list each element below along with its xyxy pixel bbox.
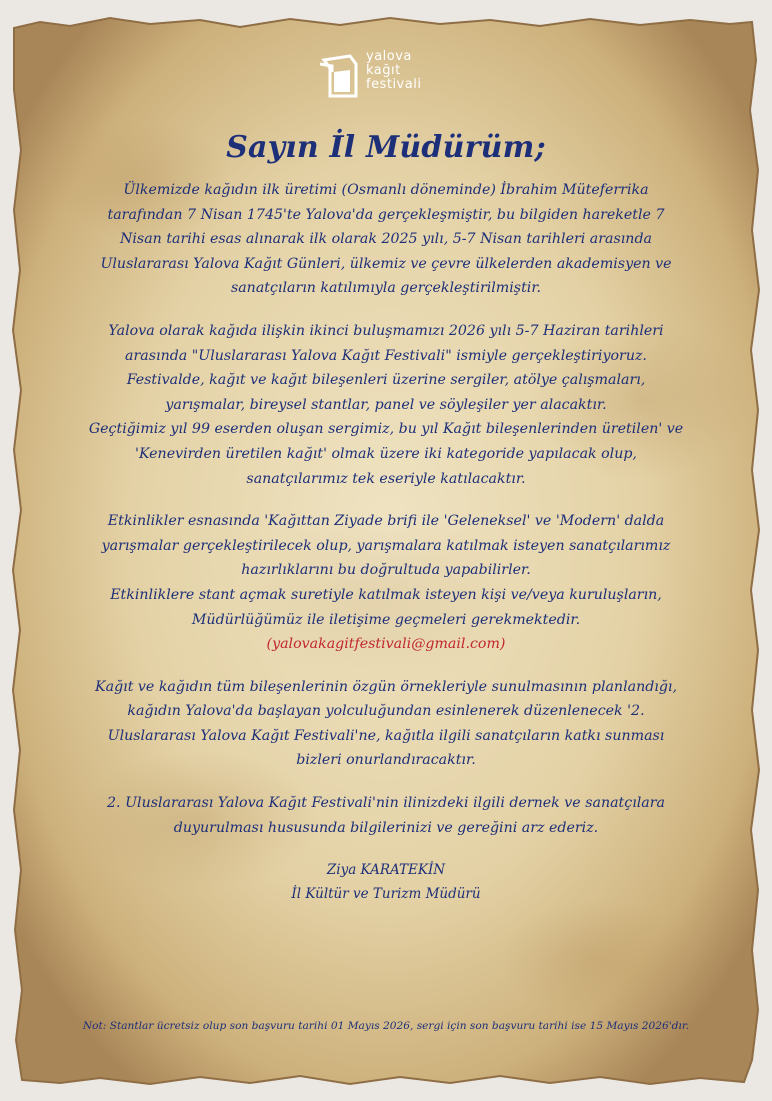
signature-block xyxy=(70,858,702,906)
text-line: duyurulması hususunda bilgilerinizi ve gereğini arz ederiz. xyxy=(173,819,599,836)
text-line: Ülkemizde kağıdın ilk üretimi (Osmanlı döneminde) İbrahim Müteferrika xyxy=(123,182,649,198)
text-line: kağıdın Yalova'da başlayan yolculuğundan esinlenerek düzenlenecek '2. xyxy=(127,703,645,720)
text-line: arasında "Uluslararası Yalova Kağıt Festivali" ismiyle gerçekleştiriyoruz. xyxy=(125,347,647,364)
text-line: Uluslararası Yalova Kağıt Günleri, ülkemiz ve çevre ülkelerden akademisyen ve xyxy=(100,255,672,272)
footnote: Not: Stantlar ücretsiz olup son başvuru tarihi 01 Mayıs 2026, sergi için son başvuru tarihi ise 15 Mayıs 2026'dır. xyxy=(82,1020,690,1032)
paper-logo-icon xyxy=(320,52,364,100)
letter-title: Sayın İl Müdürüm; xyxy=(226,130,546,165)
text-line: 'Kenevirden üretilen kağıt' olmak üzere iki kategoride yapılacak olup, xyxy=(135,445,637,462)
text-line: Kağıt ve kağıdın tüm bileşenlerinin özgün örnekleriyle sunulmasının planlandığı, xyxy=(95,678,677,695)
text-line: yarışmalar, bireysel stantlar, panel ve söyleşiler yer alacaktır. xyxy=(165,396,607,413)
signatory-title: İl Kültür ve Turizm Müdürü xyxy=(291,886,481,903)
festival-logo xyxy=(320,46,460,106)
text-line: Etkinlikler esnasında 'Kağıttan Ziyade brifi ile 'Geleneksel' ve 'Modern' dalda xyxy=(107,513,665,530)
text-line: sanatçıların katılımıyla gerçekleştirilmiştir. xyxy=(230,280,542,297)
contact-email-link[interactable]: (yalovakagitfestivali@gmail.com) xyxy=(266,636,506,653)
paragraph-festival xyxy=(70,319,702,491)
text-line: Festivalde, kağıt ve kağıt bileşenleri üzerine sergiler, atölye çalışmaları, xyxy=(126,372,646,389)
text-line: bizleri onurlandıracaktır. xyxy=(296,752,476,769)
logo-line: yalova xyxy=(366,49,412,64)
paragraph-intro xyxy=(70,178,702,301)
text-line: sanatçılarımız tek eseriyle katılacaktır. xyxy=(246,470,526,487)
text-line: Uluslararası Yalova Kağıt Festivali'ne, kağıtla ilgili sanatçıların katkı sunması xyxy=(107,727,665,744)
text-line: yarışmalar gerçekleştirilecek olup, yarışmalara katılmak isteyen sanatçılarımız xyxy=(101,537,671,554)
paragraph-closing xyxy=(70,791,702,840)
logo-line: festivali xyxy=(366,77,422,92)
letter-body xyxy=(70,128,702,906)
logo-line: kağıt xyxy=(366,63,401,78)
text-line: tarafından 7 Nisan 1745'te Yalova'da gerçekleşmiştir, bu bilgiden hareketle 7 xyxy=(107,206,665,223)
paragraph-events xyxy=(70,509,702,657)
text-line: 2. Uluslararası Yalova Kağıt Festivali'nin ilinizdeki ilgili dernek ve sanatçılara xyxy=(107,795,665,812)
text-line: Etkinliklere stant açmak suretiyle katılmak isteyen kişi ve/veya kuruluşların, xyxy=(110,586,662,603)
text-line: Nisan tarihi esas alınarak ilk olarak 2025 yılı, 5-7 Nisan tarihleri arasında xyxy=(119,231,652,248)
text-line: Yalova olarak kağıda ilişkin ikinci buluşmamızı 2026 yılı 5-7 Haziran tarihleri xyxy=(108,322,664,339)
paragraph-invitation xyxy=(70,675,702,773)
text-line: hazırlıklarını bu doğrultuda yapabilirler. xyxy=(241,562,531,579)
signatory-name: Ziya KARATEKİN xyxy=(326,862,446,879)
logo-wordmark xyxy=(366,50,421,92)
text-line: Geçtiğimiz yıl 99 eserden oluşan sergimiz, bu yıl Kağıt bileşenlerinden üretilen' ve xyxy=(88,421,684,438)
text-line: Müdürlüğümüz ile iletişime geçmeleri gerekmektedir. xyxy=(191,611,581,628)
